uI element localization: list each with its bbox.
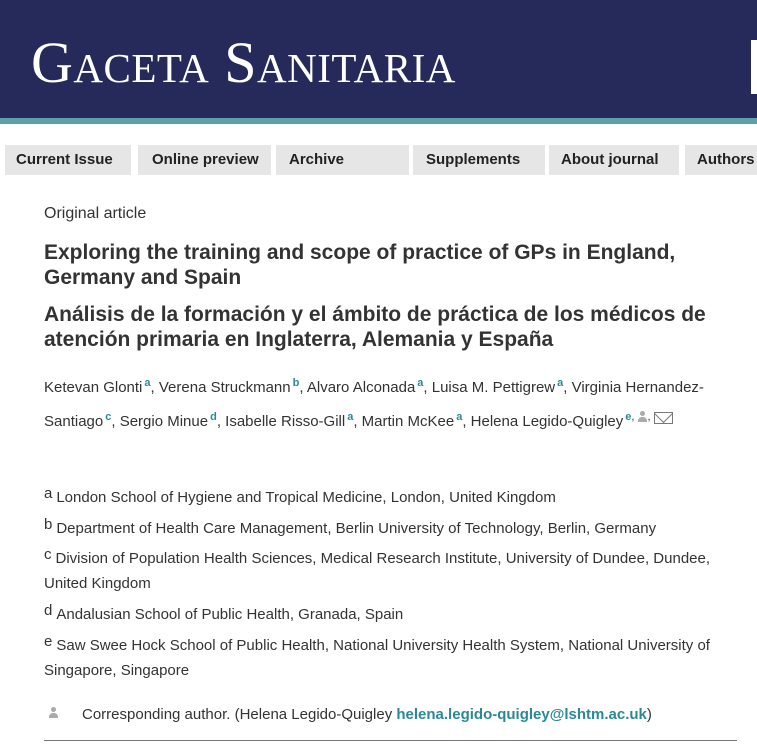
person-icon bbox=[48, 707, 58, 719]
affiliation-text: Division of Population Health Sciences, Medical Research Institute, University of Dundee, Dundee, United Kingdom bbox=[44, 550, 711, 592]
affiliation-a bbox=[44, 481, 744, 510]
author-name: Martin McKee bbox=[361, 412, 455, 430]
affiliation-text: Department of Health Care Management, Berlin University of Technology, Berlin, Germany bbox=[56, 520, 657, 537]
author-separator: , bbox=[563, 379, 572, 396]
corresponding-close: ) bbox=[646, 706, 652, 723]
author-separator: , bbox=[216, 412, 226, 430]
article-title-spanish: Análisis de la formación y el ámbito de práctica de los médicos de atención primaria en Inglaterra, Alemania y España bbox=[44, 303, 706, 351]
author-name: Sergio Minue bbox=[119, 412, 209, 430]
affiliation-link[interactable]: b bbox=[292, 377, 300, 389]
nav-tab-about-journal[interactable]: About journal bbox=[549, 145, 679, 175]
author-name: Luisa M. Pettigrew bbox=[431, 379, 556, 396]
affiliation-key: e bbox=[44, 633, 53, 650]
author-name: Helena Legido-Quigley bbox=[470, 412, 624, 430]
author-name: Virginia Hernandez-Santiago bbox=[44, 379, 704, 430]
affiliation-key: d bbox=[44, 602, 53, 619]
affiliation-c bbox=[44, 542, 744, 596]
nav-tab-authors[interactable]: Authors bbox=[685, 145, 757, 175]
section-divider bbox=[44, 740, 737, 741]
corresponding-label: Corresponding author. (Helena Legido-Quigley bbox=[82, 706, 393, 723]
corresponding-author-text bbox=[82, 704, 652, 726]
comma: , bbox=[647, 410, 651, 423]
affiliation-link[interactable]: a bbox=[557, 377, 564, 389]
affiliation-link[interactable]: a bbox=[456, 410, 463, 423]
comma: , bbox=[631, 410, 635, 423]
nav-tab-current-issue[interactable]: Current Issue bbox=[5, 145, 131, 175]
nav-tab-supplements[interactable]: Supplements bbox=[413, 145, 545, 175]
journal-logo[interactable]: Gaceta Sanitaria bbox=[31, 30, 456, 95]
affiliation-text: Saw Swee Hock School of Public Health, National University Health System, National University of Singapore, Singapore bbox=[44, 637, 710, 679]
affiliation-text: Andalusian School of Public Health, Granada, Spain bbox=[56, 606, 404, 623]
affiliation-link[interactable]: a bbox=[347, 410, 354, 423]
affiliation-b bbox=[44, 512, 744, 541]
author-separator: , bbox=[299, 379, 307, 396]
affiliation-link[interactable]: e bbox=[625, 410, 632, 423]
author-separator: , bbox=[111, 412, 120, 430]
affiliation-link[interactable]: c bbox=[105, 410, 112, 423]
author-separator: , bbox=[462, 412, 471, 430]
affiliation-key: b bbox=[44, 516, 53, 533]
nav-tab-archive[interactable]: Archive bbox=[276, 145, 409, 175]
affiliation-text: London School of Hygiene and Tropical Medicine, London, United Kingdom bbox=[56, 489, 556, 506]
main-nav bbox=[0, 145, 757, 175]
author-name: Isabelle Risso-Gill bbox=[225, 412, 346, 430]
affiliation-key: a bbox=[44, 485, 53, 502]
author-list bbox=[44, 369, 744, 436]
author-name: Alvaro Alconada bbox=[306, 379, 416, 396]
person-icon bbox=[637, 411, 647, 423]
affiliation-e bbox=[44, 629, 744, 683]
author-separator: , bbox=[150, 379, 159, 396]
affiliation-link[interactable]: a bbox=[417, 377, 424, 389]
author-name: Verena Struckmann bbox=[158, 379, 291, 396]
author-name: Ketevan Glonti bbox=[44, 379, 143, 396]
article-title-english: Exploring the training and scope of practice of GPs in England, Germany and Spain bbox=[44, 241, 676, 289]
affiliation-d bbox=[44, 598, 744, 627]
article-type: Original article bbox=[44, 205, 147, 222]
nav-tab-online-preview[interactable]: Online preview bbox=[138, 145, 271, 175]
accent-rule bbox=[0, 118, 757, 124]
affiliation-link[interactable]: a bbox=[144, 377, 151, 389]
affiliation-key: c bbox=[44, 546, 52, 563]
mail-icon[interactable] bbox=[654, 412, 673, 424]
banner-edge bbox=[751, 40, 757, 94]
author-separator: , bbox=[353, 412, 362, 430]
author-separator: , bbox=[423, 379, 432, 396]
corresponding-email-link[interactable]: helena.legido-quigley@lshtm.ac.uk bbox=[396, 706, 647, 723]
affiliation-link[interactable]: d bbox=[210, 410, 217, 423]
journal-banner bbox=[0, 0, 757, 118]
